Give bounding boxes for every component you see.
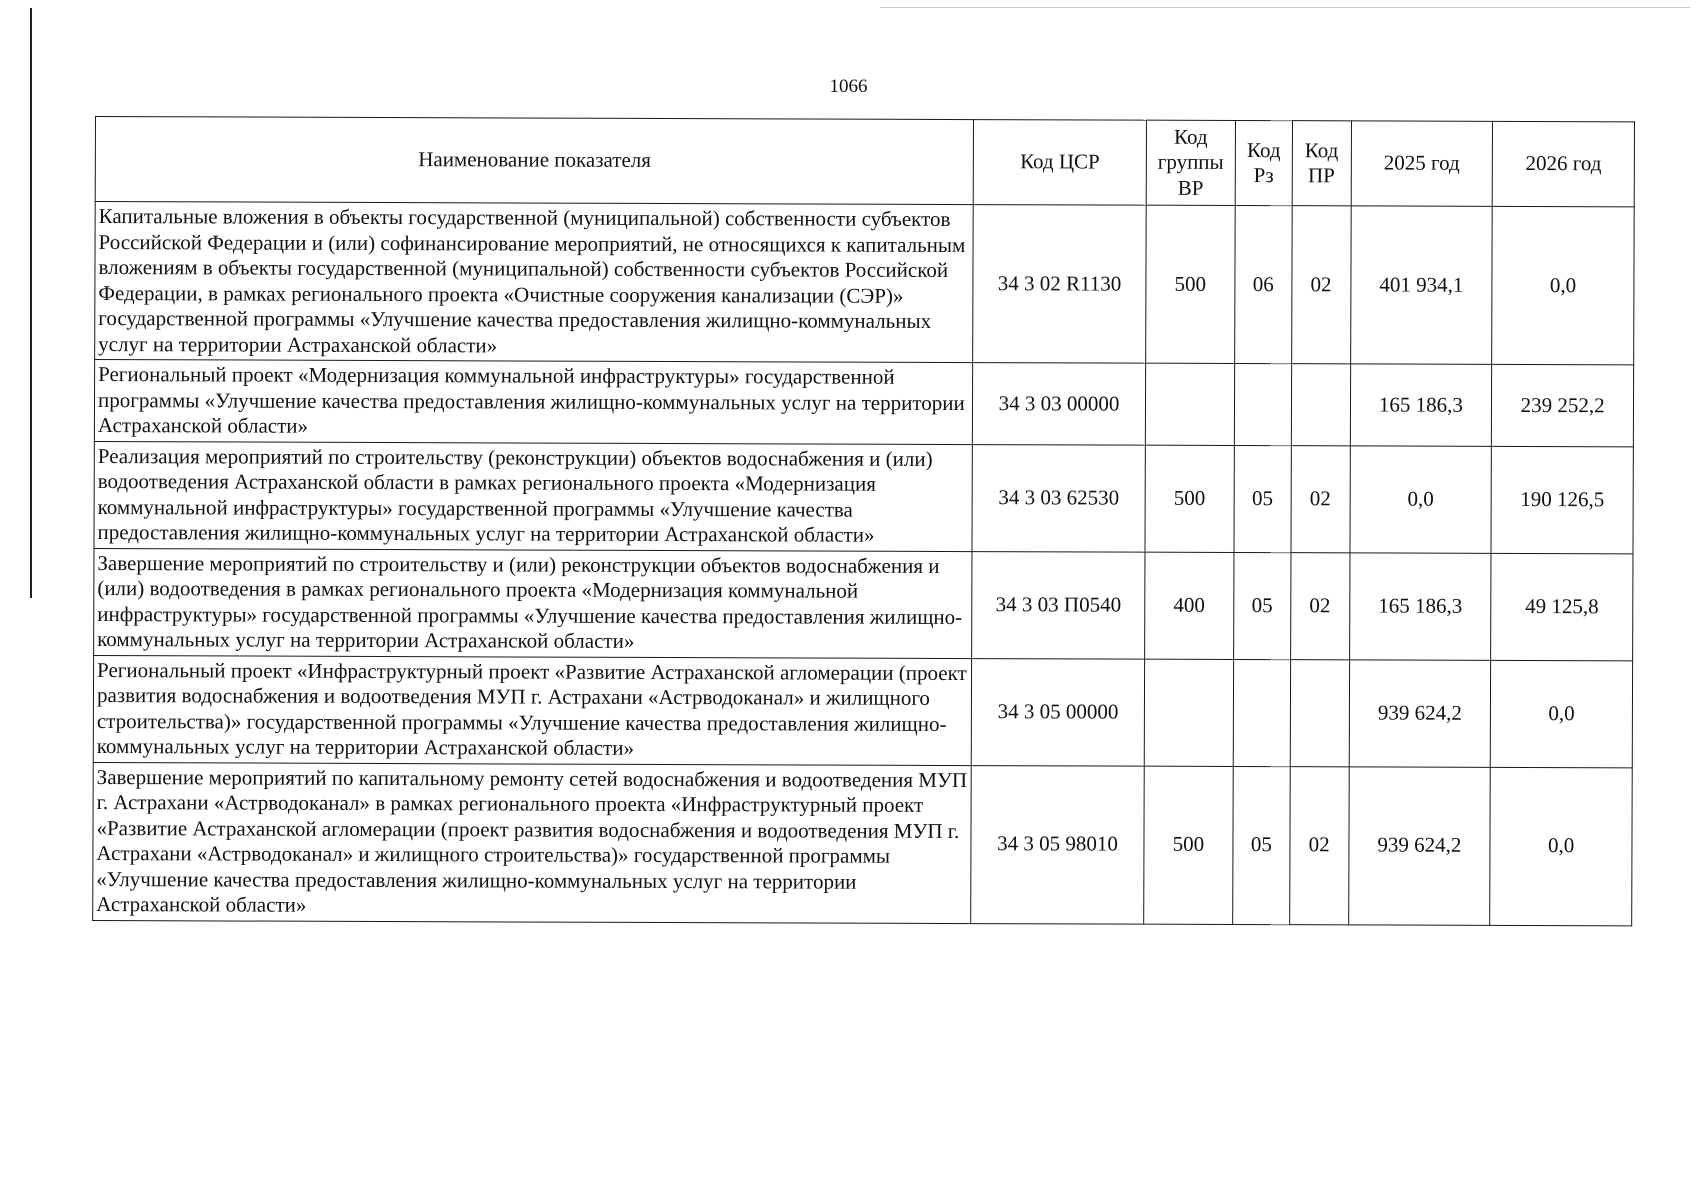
row-name: Реализация мероприятий по строительству (реконструкции) объектов водоснабжения и (или) водоотведения Астраханской области в рамках регионального проекта «Модернизация коммунальной инфраструктуры» государственной программы «Улучшение качества предоставления жилищно-коммунальных услуг на территории Астраханской области» — [94, 441, 973, 551]
row-pr-code: 02 — [1291, 206, 1350, 364]
row-amount-2025: 401 934,1 — [1350, 206, 1492, 364]
row-name: Завершение мероприятий по капитальному ремонту сетей водоснабжения и водоотведения МУП г. Астрахани «Астрводоканал» в рамках регионального проекта «Инфраструктурный проект «Развитие Астраханской агломерации (проект развития водоснабжения и водоотведения МУП г. Астрахани «Астрводоканал» и жилищного строительства)» государственной программы «Улучшение качества предоставления жилищно-коммунальных услуг на территории Астраханской области» — [93, 762, 972, 923]
row-amount-2026: 190 126,5 — [1491, 446, 1633, 553]
table-row — [93, 655, 1632, 767]
row-amount-2025: 165 186,3 — [1350, 364, 1492, 446]
row-amount-2026: 49 125,8 — [1491, 553, 1633, 660]
row-amount-2025: 0,0 — [1350, 445, 1492, 552]
row-amount-2026: 0,0 — [1491, 660, 1633, 767]
row-name: Региональный проект «Модернизация коммунальной инфраструктуры» государственной программы «Улучшение качества предоставления жилищно-коммунальных услуг на территории Астраханской области» — [94, 360, 973, 445]
table-row — [94, 360, 1633, 447]
row-csr-code: 34 3 03 62530 — [972, 444, 1145, 552]
row-name: Капитальные вложения в объекты государственной (муниципальной) собственности субъектов Российской Федерации и (или) софинансирование мероприятий, не относящихся к капитальным вложениям в объекты государственной (муниципальной) собственности субъектов Российской Федерации, в рамках регионального проекта «Очистные сооружения канализации (СЭР)» государственной программы «Улучшение качества предоставления жилищно-коммунальных услуг на территории Астраханской области» — [95, 202, 974, 363]
row-vr-code — [1145, 363, 1235, 445]
row-csr-code: 34 3 03 00000 — [973, 363, 1145, 445]
row-csr-code: 34 3 02 R1130 — [973, 205, 1146, 364]
row-csr-code: 34 3 03 П0540 — [972, 551, 1145, 659]
row-rz-code — [1233, 659, 1290, 766]
row-pr-code — [1290, 659, 1349, 766]
row-rz-code: 05 — [1234, 552, 1291, 659]
row-rz-code — [1234, 363, 1291, 445]
header-name: Наименование показателя — [95, 117, 974, 205]
row-name: Завершение мероприятий по строительству и (или) реконструкции объектов водоснабжения и (или) водоотведения в рамках регионального проекта «Модернизация коммунальной инфраструктуры» государственной программы «Улучшение качества предоставления жилищно-коммунальных услуг на территории Астраханской области» — [94, 548, 973, 658]
row-vr-code: 500 — [1143, 766, 1233, 924]
row-pr-code: 02 — [1290, 552, 1349, 659]
table-row — [93, 762, 1633, 925]
scan-edge-top — [880, 7, 1690, 8]
row-pr-code — [1291, 364, 1350, 446]
header-pr-code: Код ПР — [1292, 121, 1351, 206]
budget-table — [92, 116, 1635, 926]
row-pr-code: 02 — [1289, 766, 1348, 924]
row-vr-code: 500 — [1145, 205, 1235, 363]
header-rz-code: Код Рз — [1235, 120, 1292, 205]
table-header-row — [95, 117, 1634, 207]
row-amount-2025: 165 186,3 — [1349, 552, 1491, 659]
row-amount-2026: 0,0 — [1492, 206, 1634, 364]
header-csr-code: Код ЦСР — [974, 120, 1146, 206]
row-amount-2025: 939 624,2 — [1348, 766, 1490, 924]
table-row — [95, 202, 1635, 365]
row-rz-code: 06 — [1235, 205, 1292, 363]
header-vr-code: Код группы ВР — [1146, 120, 1236, 205]
row-rz-code: 05 — [1233, 766, 1290, 924]
table-row — [94, 441, 1633, 553]
row-vr-code: 500 — [1145, 445, 1235, 552]
row-name: Региональный проект «Инфраструктурный проект «Развитие Астраханской агломерации (проект развития водоснабжения и водоотведения МУП г. Астрахани «Астрводоканал» и жилищного строительства)» государственной программы «Улучшение качества предоставления жилищно-коммунальных услуг на территории Астраханской области» — [93, 655, 972, 765]
table-row — [94, 548, 1633, 660]
row-rz-code: 05 — [1234, 445, 1291, 552]
row-amount-2026: 239 252,2 — [1492, 364, 1634, 446]
page-number: 1066 — [829, 76, 868, 97]
row-csr-code: 34 3 05 00000 — [972, 658, 1145, 766]
row-csr-code: 34 3 05 98010 — [971, 765, 1144, 924]
row-pr-code: 02 — [1291, 445, 1350, 552]
header-year-2026: 2026 год — [1492, 121, 1634, 206]
row-amount-2026: 0,0 — [1490, 767, 1632, 925]
row-vr-code: 400 — [1144, 552, 1234, 659]
row-vr-code — [1144, 659, 1234, 766]
header-year-2025: 2025 год — [1351, 121, 1493, 206]
row-amount-2025: 939 624,2 — [1349, 659, 1491, 766]
